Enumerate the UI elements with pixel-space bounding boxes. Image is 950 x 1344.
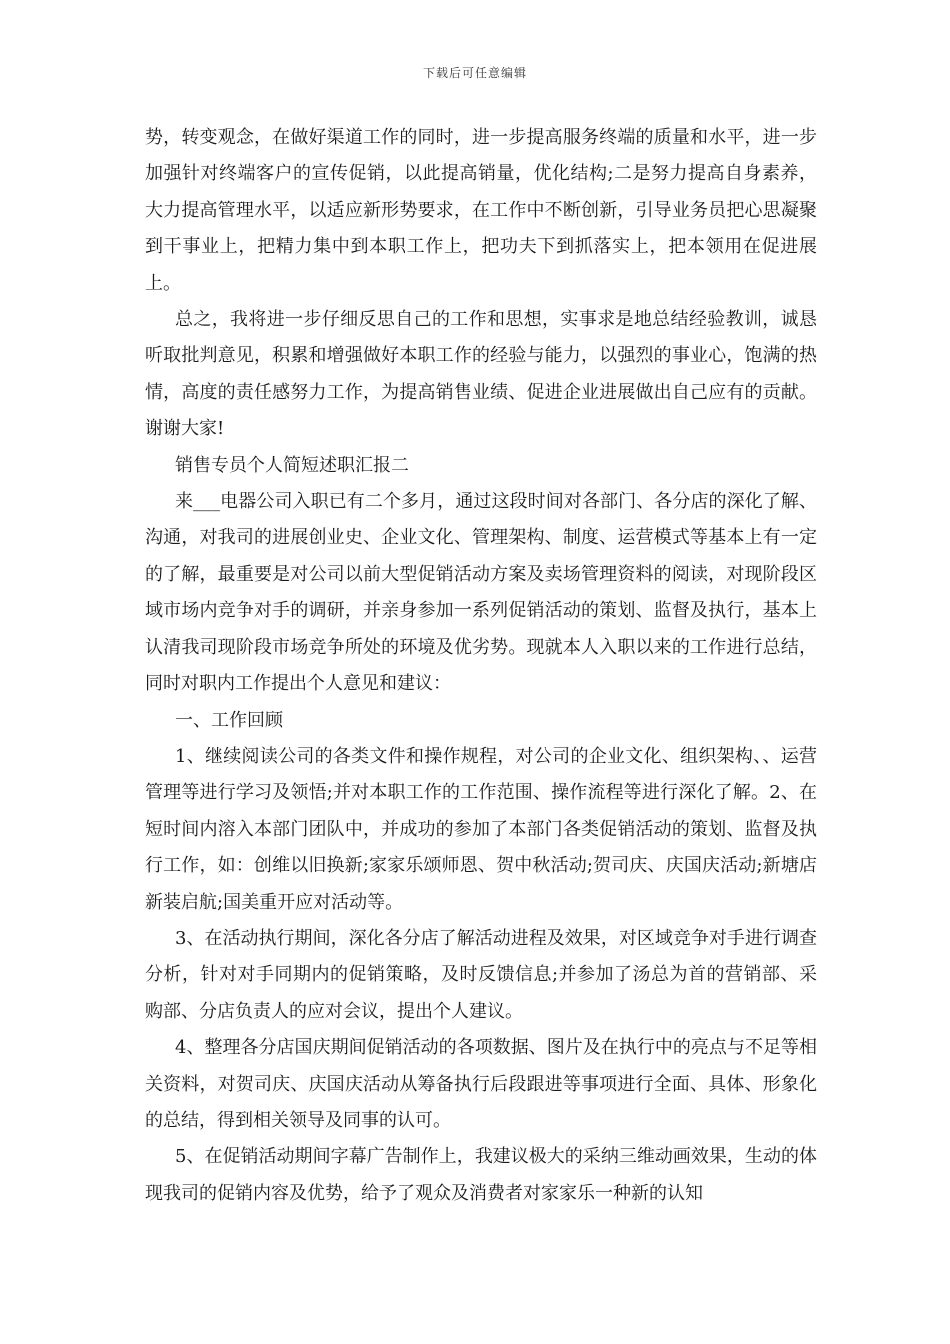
list-item-4: 4、整理各分店国庆期间促销活动的各项数据、图片及在执行中的亮点与不足等相关资料，对贺司庆、庆国庆活动从筹备执行后段跟进等事项进行全面、具体、形象化的总结，得到相关领导及同事的认可。 [145, 1037, 817, 1131]
list-item-1-2: 1、继续阅读公司的各类文件和操作规程，对公司的企业文化、组织架构、、运营管理等进行学习及领悟;并对本职工作的工作范围、操作流程等进行深化了解。2、在短时间内溶入本部门团队中，并成功的参加了本部门各类促销活动的策划、监督及执行工作，如：创维以旧换新;家家乐颂师恩、贺中秋活动;贺司庆、庆国庆活动;新塘店新装启航;国美重开应对活动等。 [145, 745, 817, 913]
document-body [145, 120, 817, 1212]
list-item-5: 5、在促销活动期间字幕广告制作上，我建议极大的采纳三维动画效果，生动的体现我司的促销内容及优势，给予了观众及消费者对家家乐一种新的认知 [145, 1146, 817, 1204]
list-item-3: 3、在活动执行期间，深化各分店了解活动进程及效果，对区域竞争对手进行调查分析，针对对手同期内的促销策略，及时反馈信息;并参加了汤总为首的营销部、采购部、分店负责人的应对会议，提出个人建议。 [145, 927, 817, 1022]
paragraph-3: 来___电器公司入职已有二个多月，通过这段时间对各部门、各分店的深化了解、沟通，对我司的进展创业史、企业文化、管理架构、制度、运营模式等基本上有一定的了解，最重要是对公司以前大型促销活动方案及卖场管理资料的阅读，对现阶段区域市场内竞争对手的调研，并亲身参加一系列促销活动的策划、监督及执行，基本上认清我司现阶段市场竞争所处的环境及优劣势。现就本人入职以来的工作进行总结，同时对职内工作提出个人意见和建议： [145, 491, 817, 695]
section-heading-work-review: 一、工作回顾 [175, 709, 283, 731]
paragraph-2: 总之，我将进一步仔细反思自己的工作和思想，实事求是地总结经验教训，诚恳听取批判意见，积累和增强做好本职工作的经验与能力，以强烈的事业心，饱满的热情，高度的责任感努力工作，为提高销售业绩、促进企业进展做出自己应有的贡献。谢谢大家! [145, 309, 817, 440]
section-heading-report-two: 销售专员个人简短述职汇报二 [175, 454, 409, 476]
page-header: 下载后可任意编辑 [422, 66, 527, 80]
paragraph-1: 势，转变观念，在做好渠道工作的同时，进一步提高服务终端的质量和水平，进一步加强针对终端客户的宣传促销，以此提高销量，优化结构;二是努力提高自身素养，大力提高管理水平，以适应新形势要求，在工作中不断创新，引导业务员把心思凝聚到干事业上，把精力集中到本职工作上，把功夫下到抓落实上，把本领用在促进展上。 [145, 127, 817, 294]
